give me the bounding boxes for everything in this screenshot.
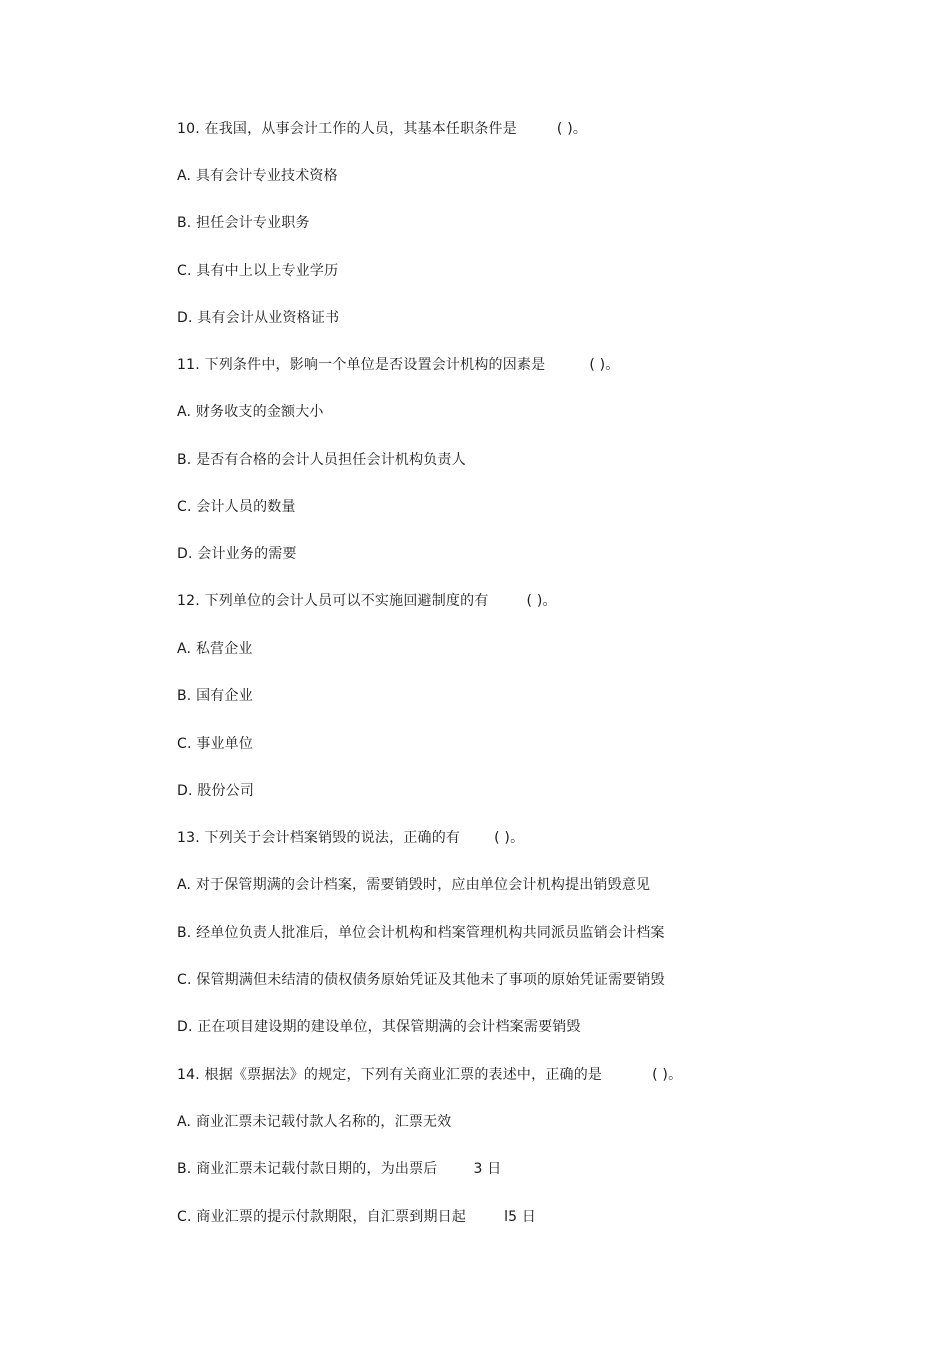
- question-10-option-c: C. 具有中上以上专业学历: [177, 263, 339, 279]
- question-stem-text: 14. 根据《票据法》的规定，下列有关商业汇票的表述中，正确的是: [177, 1067, 603, 1083]
- question-13-option-a: A. 对于保管期满的会计档案，需要销毁时，应由单位会计机构提出销毁意见: [177, 877, 651, 893]
- option-text: B. 商业汇票未记载付款日期的，为出票后: [177, 1161, 438, 1177]
- question-10-option-d: D. 具有会计从业资格证书: [177, 310, 340, 326]
- question-11-option-c: C. 会计人员的数量: [177, 499, 296, 515]
- question-11-option-b: B. 是否有合格的会计人员担任会计机构负责人: [177, 452, 466, 468]
- question-14-option-a: A. 商业汇票未记载付款人名称的，汇票无效: [177, 1114, 452, 1130]
- question-12-option-b: B. 国有企业: [177, 688, 253, 704]
- answer-bracket: ( )。: [556, 121, 588, 137]
- question-14-option-b: [177, 1160, 501, 1178]
- question-10-stem: [177, 120, 587, 138]
- option-suffix: 3 日: [473, 1161, 502, 1177]
- answer-bracket: ( )。: [589, 357, 620, 373]
- question-14-stem: [177, 1066, 682, 1084]
- question-13-option-d: D. 正在项目建设期的建设单位，其保管期满的会计档案需要销毁: [177, 1019, 581, 1035]
- question-11-stem: [177, 356, 620, 374]
- question-13-option-b: B. 经单位负责人批准后，单位会计机构和档案管理机构共同派员监销会计档案: [177, 925, 665, 941]
- question-10-option-b: B. 担任会计专业职务: [177, 215, 310, 231]
- question-14-option-c: [177, 1208, 536, 1226]
- answer-bracket: ( )。: [494, 830, 525, 846]
- question-12-option-c: C. 事业单位: [177, 736, 254, 752]
- question-stem-text: 13. 下列关于会计档案销毁的说法，正确的有: [177, 830, 461, 846]
- question-10-option-a: A. 具有会计专业技术资格: [177, 168, 338, 184]
- answer-bracket: ( )。: [652, 1067, 683, 1083]
- question-12-stem: [177, 592, 557, 610]
- question-11-option-d: D. 会计业务的需要: [177, 546, 297, 562]
- option-suffix: l5 日: [504, 1209, 537, 1225]
- option-text: C. 商业汇票的提示付款期限，自汇票到期日起: [177, 1209, 467, 1225]
- question-13-option-c: C. 保管期满但未结清的债权债务原始凭证及其他未了事项的原始凭证需要销毁: [177, 972, 665, 988]
- question-stem-text: 10. 在我国，从事会计工作的人员，其基本任职条件是: [177, 121, 517, 137]
- question-12-option-d: D. 股份公司: [177, 783, 255, 799]
- answer-bracket: ( )。: [526, 593, 557, 609]
- question-11-option-a: A. 财务收支的金额大小: [177, 404, 324, 420]
- question-12-option-a: A. 私营企业: [177, 641, 253, 657]
- question-stem-text: 11. 下列条件中，影响一个单位是否设置会计机构的因素是: [177, 357, 546, 373]
- question-13-stem: [177, 829, 524, 847]
- question-stem-text: 12. 下列单位的会计人员可以不实施回避制度的有: [177, 593, 489, 609]
